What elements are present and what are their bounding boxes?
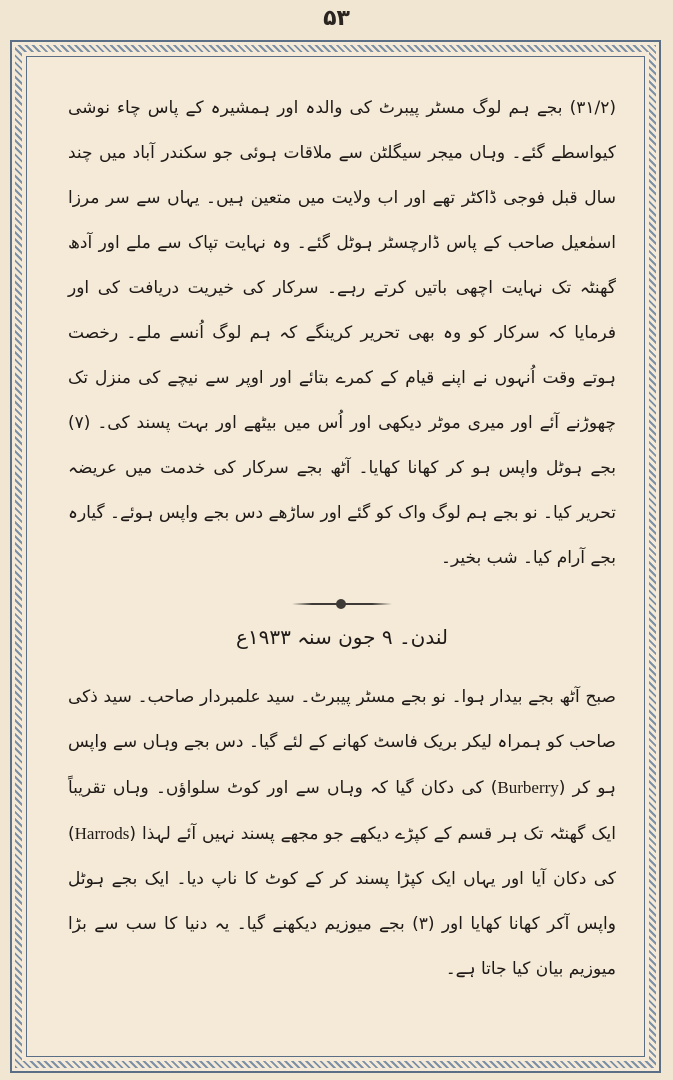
paragraph-evening-visit: (۳۱/۲) بجے ہم لوگ مسٹر پیبرٹ کی والدہ اور ہمشیرہ کے پاس چاء نوشی کیواسطے گئے۔ وہاں میجر سیگلٹن سے ملاقات ہوئی جو سکندر آباد میں چند سال قبل فوجی ڈاکٹر تھے اور اب ولایت میں متعین ہیں۔ یہاں سے سر مرزا اسمٰعیل صاحب کے پاس ڈارچسٹر ہوٹل گئے۔ وہ نہایت تپاک سے ملے اور آدھ گھنٹہ تک نہایت اچھی باتیں کرتے رہے۔ سرکار کی خیریت دریافت کی اور فرمایا کہ سرکار کو وہ بھی تحریر کرینگے کہ ہم لوگ اُنسے ملے۔ رخصت ہوتے وقت اُنہوں نے اپنے قیام کے کمرے بتائے اور اوپر سے نیچے کی منزل تک چھوڑنے آئے اور میری موٹر دیکھی اور اُس میں بیٹھے اور بہت پسند کی۔ (۷) بجے ہوٹل واپس ہو کر کھانا کھایا۔ آٹھ بجے سرکار کی خدمت میں عریضہ تحریر کیا۔ نو بجے ہم لوگ واک کو گئے اور ساڑھے دس بجے واپس ہوئے۔ گیارہ بجے آرام کیا۔ شب بخیر۔ xyxy=(68,98,616,568)
brand-burberry: Burberry xyxy=(497,778,559,797)
paragraph-london-day xyxy=(68,675,616,992)
paragraph-text-3: ) کی دکان آیا اور یہاں ایک کپڑا پسند کر کے کوٹ کا ناپ دیا۔ ایک بجے ہوٹل واپس آکر کھانا کھایا اور (۳) بجے میوزیم دیکھنے گیا۔ یہ دنیا کا سب سے بڑا میوزیم بیان کیا جاتا ہے۔ xyxy=(68,824,616,979)
date-heading: لندن۔ ۹ جون سنہ ۱۹۳۳ع xyxy=(235,625,448,649)
brand-harrods: Harrods xyxy=(74,824,130,843)
page-number: ۵۳ xyxy=(323,6,350,31)
paragraph-text-2: ) کی دکان گیا کہ وہاں سے اور کوٹ سلواؤں۔ وہاں تقریباً ایک گھنٹہ تک ہر قسم کے کپڑے دیکھے جو مجھے پسند نہیں آئے لہذا ( xyxy=(68,778,616,844)
section-divider xyxy=(292,603,392,605)
paragraph-text-1: صبح آٹھ بجے بیدار ہوا۔ نو بجے مسٹر پیبرٹ۔ سید علمبردار صاحب۔ سید ذکی صاحب کو ہمراہ لیکر بریک فاسٹ کھانے کے لئے گیا۔ دس بجے وہاں سے واپس ہو کر ( xyxy=(68,687,616,798)
page-content xyxy=(68,86,616,992)
